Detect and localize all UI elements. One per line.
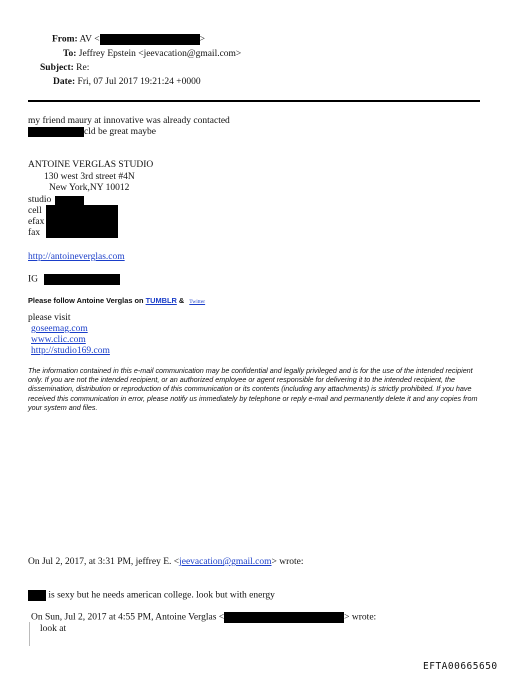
- to-label: To:: [63, 49, 77, 59]
- message-line-1: my friend maury at innovative was already contacted: [28, 116, 230, 126]
- fax-label: fax: [28, 228, 41, 238]
- date-row: [53, 77, 201, 87]
- website-link-wrap[interactable]: [28, 252, 125, 264]
- visit-link-1-wrap[interactable]: [31, 324, 88, 336]
- redaction-block: [44, 274, 120, 285]
- from-label: From:: [52, 34, 78, 45]
- from-value: AV <: [79, 34, 100, 45]
- confidentiality-disclaimer: The information contained in this e-mail communication may be confidential and legally privileged and is for the use of the intended recipient only. If you are not the intended recipient, or an authorized employee or agent responsible for delivering it to the intended recipient, the dissemination, distribution or reproduction of this communication or its contents (including any attachments) is strictly prohibited. If you have received this communication in error, please notify us immediately by telephone or reply e-mail and permanently delete it and any copies from your system and files.: [28, 366, 478, 412]
- address-line-1: 130 west 3rd street #4N: [44, 172, 135, 182]
- nested-intro-prefix: On Sun, Jul 2, 2017 at 4:55 PM, Antoine Verglas <: [31, 612, 225, 623]
- to-value: Jeffrey Epstein <jeevacation@gmail.com>: [78, 49, 242, 59]
- address-line-2: New York,NY 10012: [49, 183, 130, 193]
- subject-row: [40, 63, 89, 73]
- message-line-2-text: cld be great maybe: [84, 127, 157, 138]
- date-value: Fri, 07 Jul 2017 19:21:24 +0000: [77, 77, 201, 87]
- quoted-intro: [28, 557, 304, 569]
- goseemag-link[interactable]: goseemag.com: [31, 324, 88, 334]
- from-row: [52, 34, 205, 45]
- ig-label: IG: [28, 274, 39, 285]
- efax-label: efax: [28, 217, 45, 227]
- tumblr-link[interactable]: TUMBLR: [145, 296, 177, 305]
- ig-row: [28, 274, 120, 286]
- clic-link[interactable]: www.clic.com: [31, 335, 86, 345]
- quoted-reply: [28, 590, 275, 602]
- visit-label: please visit: [28, 313, 71, 323]
- redaction-block: [55, 196, 84, 205]
- redaction-block: [28, 127, 84, 137]
- to-row: [63, 49, 241, 59]
- redaction-block: [28, 590, 46, 601]
- twitter-link[interactable]: Twitter: [189, 299, 206, 305]
- subject-value: Re:: [76, 63, 90, 73]
- nested-quote-intro: [31, 612, 376, 624]
- quoted-intro-suffix: > wrote:: [271, 557, 304, 567]
- date-label: Date:: [53, 77, 76, 87]
- from-end: >: [199, 34, 205, 45]
- document-id: EFTA00665650: [423, 661, 498, 672]
- redaction-block: [224, 612, 344, 623]
- quoted-intro-prefix: On Jul 2, 2017, at 3:31 PM, jeffrey E. <: [28, 557, 180, 567]
- quoted-intro-email[interactable]: jeevacation@gmail.com: [179, 557, 272, 567]
- studio-phone-label: studio: [28, 195, 52, 205]
- redaction-block: [46, 205, 118, 238]
- message-line-2: [28, 127, 156, 139]
- studio169-link[interactable]: http://studio169.com: [31, 346, 110, 356]
- website-link[interactable]: http://antoineverglas.com: [28, 252, 125, 262]
- visit-link-3-wrap[interactable]: [31, 346, 110, 358]
- redaction-block: [100, 34, 200, 45]
- ampersand: &: [178, 296, 185, 305]
- quote-bar: [29, 622, 30, 646]
- follow-row: [28, 296, 205, 305]
- cell-label: cell: [28, 206, 42, 216]
- quoted-reply-text: is sexy but he needs american college. look but with energy: [48, 590, 275, 601]
- nested-intro-suffix: > wrote:: [344, 612, 377, 623]
- nested-quote-body: look at: [40, 624, 67, 634]
- subject-label: Subject:: [40, 63, 74, 73]
- visit-link-2-wrap[interactable]: [31, 335, 86, 347]
- header-divider: [28, 100, 480, 102]
- studio-name: ANTOINE VERGLAS STUDIO: [28, 160, 154, 170]
- follow-text: Please follow Antoine Verglas on: [28, 296, 144, 305]
